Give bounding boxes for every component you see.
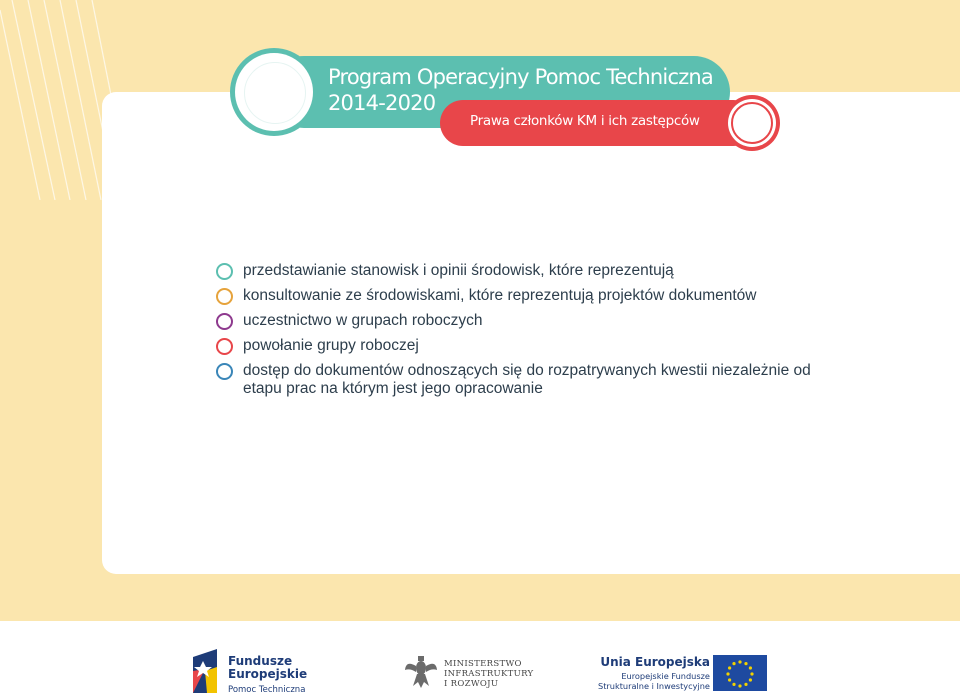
fundusze-europejskie-logo-icon [193,649,221,693]
circle-bullet-icon [216,288,233,305]
page-subtitle: Prawa członków KM i ich zastępców [470,113,700,129]
eu-subtitle-line1: Europejskie Fundusze [621,671,710,681]
ministry-line2: INFRASTRUKTURY [444,669,534,679]
list-item [216,312,823,330]
eu-subtitle-line2: Strukturalne i Inwestycyjne [598,681,710,691]
fe-title-line2: Europejskie [228,667,308,681]
circle-bullet-icon [216,363,233,380]
teal-circle-decoration [230,48,318,136]
ministry-text [444,659,533,689]
ministry-line3: I ROZWOJU [444,679,499,689]
red-circle-decoration [724,95,780,151]
list-item-text: dostęp do dokumentów odnoszących się do rozpatrywanych kwestii niezależnie od etapu prac na którym jest jego opracowanie [243,362,811,397]
list-item [216,362,823,398]
list-item [216,337,823,355]
fe-title-line1: Fundusze [228,654,293,668]
circle-bullet-icon [216,263,233,280]
list-item-text: uczestnictwo w grupach roboczych [243,312,483,329]
circle-bullet-icon [216,338,233,355]
list-item [216,287,823,305]
circle-bullet-icon [216,313,233,330]
list-item-text: powołanie grupy roboczej [243,337,419,354]
eu-text [598,655,710,691]
rights-list [216,262,823,405]
list-item-text: konsultowanie ze środowiskami, które reprezentują projektów dokumentów [243,287,757,304]
polish-eagle-emblem-icon [404,654,438,690]
ministry-line1: MINISTERSTWO [444,659,522,669]
eu-title: Unia Europejska [600,655,710,669]
page-title: Program Operacyjny Pomoc Techniczna 2014-2020 [328,65,713,115]
list-item [216,262,823,280]
fundusze-europejskie-text [228,655,307,697]
list-item-text: przedstawianie stanowisk i opinii środowisk, które reprezentują [243,262,674,279]
fe-subtitle: Pomoc Techniczna [228,685,306,695]
eu-flag-icon [713,655,767,691]
